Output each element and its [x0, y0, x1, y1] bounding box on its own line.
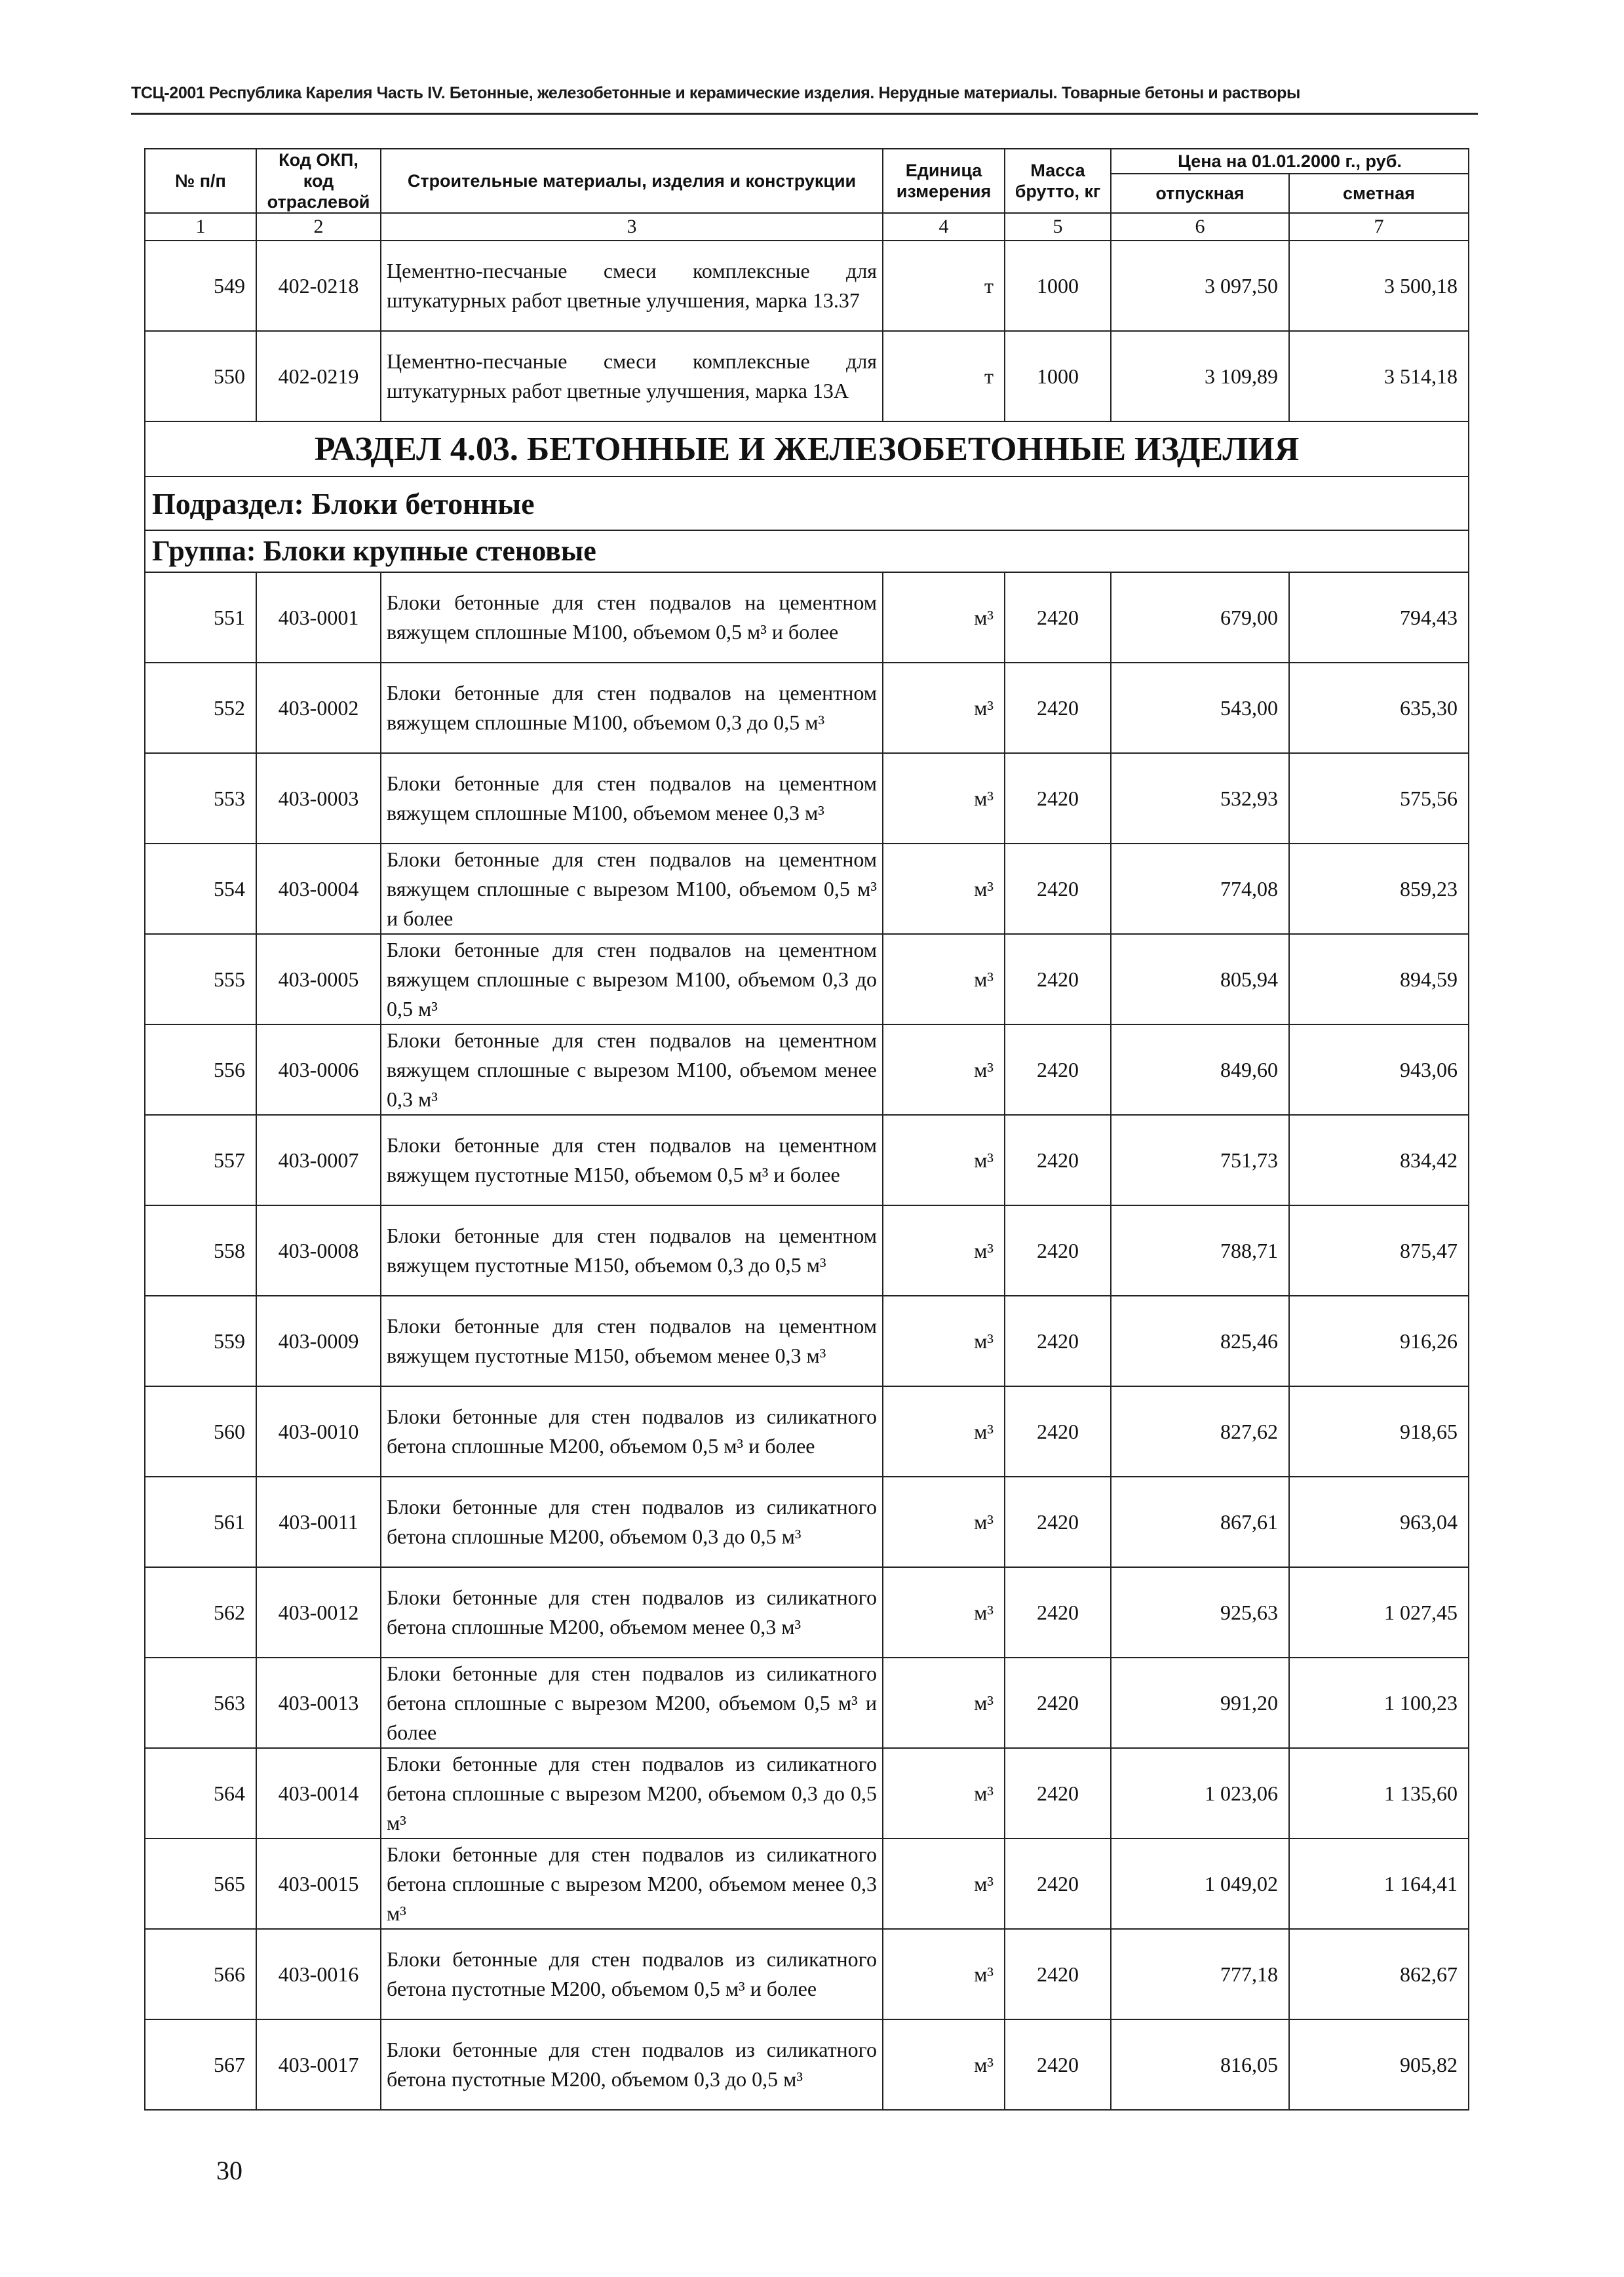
- gross-mass: 2420: [1005, 1658, 1111, 1748]
- gross-mass: 2420: [1005, 1477, 1111, 1567]
- unit-of-measure: м³: [883, 663, 1005, 753]
- table-row: [145, 1296, 1469, 1386]
- price-estimate: 862,67: [1289, 1929, 1469, 2019]
- price-release: 825,46: [1111, 1296, 1289, 1386]
- row-number: 563: [145, 1658, 256, 1748]
- gross-mass: 2420: [1005, 1296, 1111, 1386]
- table-row: [145, 331, 1469, 421]
- gross-mass: 2420: [1005, 1839, 1111, 1929]
- col-header-mass: Масса брутто, кг: [1005, 149, 1111, 213]
- material-description: Блоки бетонные для стен подвалов на цементном вяжущем пустотные М150, объемом 0,3 до 0,5 м³: [381, 1205, 883, 1296]
- price-estimate: 905,82: [1289, 2019, 1469, 2110]
- price-release: 827,62: [1111, 1386, 1289, 1477]
- row-number: 557: [145, 1115, 256, 1205]
- price-release: 543,00: [1111, 663, 1289, 753]
- column-number: 1: [145, 213, 256, 241]
- gross-mass: 2420: [1005, 753, 1111, 844]
- price-estimate: 635,30: [1289, 663, 1469, 753]
- okp-code: 402-0219: [256, 331, 381, 421]
- unit-of-measure: м³: [883, 1386, 1005, 1477]
- table-row: [145, 241, 1469, 331]
- price-estimate: 916,26: [1289, 1296, 1469, 1386]
- column-number: 3: [381, 213, 883, 241]
- price-estimate: 575,56: [1289, 753, 1469, 844]
- gross-mass: 1000: [1005, 241, 1111, 331]
- unit-of-measure: м³: [883, 2019, 1005, 2110]
- material-description: Блоки бетонные для стен подвалов из силикатного бетона сплошные М200, объемом менее 0,3 м³: [381, 1567, 883, 1658]
- price-estimate: 794,43: [1289, 572, 1469, 663]
- price-release: 805,94: [1111, 934, 1289, 1024]
- price-release: 532,93: [1111, 753, 1289, 844]
- unit-of-measure: м³: [883, 1115, 1005, 1205]
- price-estimate: 875,47: [1289, 1205, 1469, 1296]
- column-number: 4: [883, 213, 1005, 241]
- material-description: Блоки бетонные для стен подвалов на цементном вяжущем пустотные М150, объемом менее 0,3 м³: [381, 1296, 883, 1386]
- okp-code: 403-0004: [256, 844, 381, 934]
- material-description: Блоки бетонные для стен подвалов на цементном вяжущем пустотные М150, объемом 0,5 м³ и более: [381, 1115, 883, 1205]
- page-number: 30: [216, 2156, 242, 2185]
- price-estimate: 894,59: [1289, 934, 1469, 1024]
- row-number: 553: [145, 753, 256, 844]
- table-row: [145, 1929, 1469, 2019]
- top-rows: [145, 241, 1469, 421]
- row-number: 564: [145, 1748, 256, 1839]
- row-number: 566: [145, 1929, 256, 2019]
- okp-code: 403-0017: [256, 2019, 381, 2110]
- table-row: [145, 1839, 1469, 1929]
- table-row: [145, 844, 1469, 934]
- table-row: [145, 1115, 1469, 1205]
- okp-code: 403-0006: [256, 1024, 381, 1115]
- row-number: 549: [145, 241, 256, 331]
- row-number: 552: [145, 663, 256, 753]
- price-release: 816,05: [1111, 2019, 1289, 2110]
- unit-of-measure: т: [883, 241, 1005, 331]
- price-table: [144, 148, 1469, 2111]
- table-header: [145, 149, 1469, 241]
- price-estimate: 3 514,18: [1289, 331, 1469, 421]
- row-number: 565: [145, 1839, 256, 1929]
- subsection-title: Подраздел: Блоки бетонные: [145, 477, 1469, 530]
- table-row: [145, 2019, 1469, 2110]
- okp-code: 402-0218: [256, 241, 381, 331]
- col-header-num: № п/п: [145, 149, 256, 213]
- unit-of-measure: м³: [883, 1296, 1005, 1386]
- column-number: 7: [1289, 213, 1469, 241]
- table-row: [145, 1024, 1469, 1115]
- column-number: 6: [1111, 213, 1289, 241]
- okp-code: 403-0012: [256, 1567, 381, 1658]
- gross-mass: 2420: [1005, 2019, 1111, 2110]
- price-release: 774,08: [1111, 844, 1289, 934]
- price-estimate: 1 100,23: [1289, 1658, 1469, 1748]
- material-description: Цементно-песчаные смеси комплексные для штукатурных работ цветные улучшения, марка 13А: [381, 331, 883, 421]
- group-title: Группа: Блоки крупные стеновые: [145, 530, 1469, 572]
- price-release: 1 023,06: [1111, 1748, 1289, 1839]
- price-release: 991,20: [1111, 1658, 1289, 1748]
- row-number: 562: [145, 1567, 256, 1658]
- okp-code: 403-0010: [256, 1386, 381, 1477]
- unit-of-measure: м³: [883, 572, 1005, 663]
- price-estimate: 1 027,45: [1289, 1567, 1469, 1658]
- col-header-unit: Единица измерения: [883, 149, 1005, 213]
- row-number: 550: [145, 331, 256, 421]
- unit-of-measure: м³: [883, 1024, 1005, 1115]
- col-header-code: Код ОКП, код отраслевой: [256, 149, 381, 213]
- gross-mass: 2420: [1005, 1567, 1111, 1658]
- material-description: Блоки бетонные для стен подвалов на цементном вяжущем сплошные М100, объемом 0,3 до 0,5 м³: [381, 663, 883, 753]
- material-description: Блоки бетонные для стен подвалов на цементном вяжущем сплошные М100, объемом менее 0,3 м³: [381, 753, 883, 844]
- unit-of-measure: м³: [883, 1658, 1005, 1748]
- gross-mass: 2420: [1005, 663, 1111, 753]
- material-description: Блоки бетонные для стен подвалов из силикатного бетона сплошные М200, объемом 0,3 до 0,5 м³: [381, 1477, 883, 1567]
- price-release: 3 097,50: [1111, 241, 1289, 331]
- unit-of-measure: м³: [883, 934, 1005, 1024]
- price-estimate: 1 164,41: [1289, 1839, 1469, 1929]
- column-number-row: [145, 213, 1469, 241]
- material-description: Блоки бетонные для стен подвалов из силикатного бетона сплошные М200, объемом 0,5 м³ и более: [381, 1386, 883, 1477]
- table-row: [145, 572, 1469, 663]
- unit-of-measure: м³: [883, 844, 1005, 934]
- running-header: ТСЦ-2001 Республика Карелия Часть IV. Бетонные, железобетонные и керамические изделия. Нерудные материалы. Товарные бетоны и растворы: [131, 84, 1300, 102]
- table-row: [145, 663, 1469, 753]
- row-number: 561: [145, 1477, 256, 1567]
- unit-of-measure: м³: [883, 1748, 1005, 1839]
- material-description: Блоки бетонные для стен подвалов на цементном вяжущем сплошные с вырезом М100, объемом 0,3 до 0,5 м³: [381, 934, 883, 1024]
- unit-of-measure: м³: [883, 1839, 1005, 1929]
- price-estimate: 943,06: [1289, 1024, 1469, 1115]
- col-header-price-estimate: сметная: [1289, 174, 1469, 213]
- gross-mass: 2420: [1005, 1386, 1111, 1477]
- okp-code: 403-0011: [256, 1477, 381, 1567]
- price-release: 849,60: [1111, 1024, 1289, 1115]
- gross-mass: 2420: [1005, 1205, 1111, 1296]
- okp-code: 403-0007: [256, 1115, 381, 1205]
- table-row: [145, 1567, 1469, 1658]
- okp-code: 403-0003: [256, 753, 381, 844]
- price-release: 1 049,02: [1111, 1839, 1289, 1929]
- price-release: 925,63: [1111, 1567, 1289, 1658]
- okp-code: 403-0008: [256, 1205, 381, 1296]
- material-description: Блоки бетонные для стен подвалов из силикатного бетона пустотные М200, объемом 0,5 м³ и более: [381, 1929, 883, 2019]
- material-description: Блоки бетонные для стен подвалов на цементном вяжущем сплошные М100, объемом 0,5 м³ и более: [381, 572, 883, 663]
- row-number: 556: [145, 1024, 256, 1115]
- row-number: 559: [145, 1296, 256, 1386]
- price-release: 3 109,89: [1111, 331, 1289, 421]
- okp-code: 403-0014: [256, 1748, 381, 1839]
- price-release: 867,61: [1111, 1477, 1289, 1567]
- material-description: Блоки бетонные для стен подвалов из силикатного бетона сплошные с вырезом М200, объемом 0,3 до 0,5 м³: [381, 1748, 883, 1839]
- material-description: Блоки бетонные для стен подвалов из силикатного бетона сплошные с вырезом М200, объемом менее 0,3 м³: [381, 1839, 883, 1929]
- table-row: [145, 1205, 1469, 1296]
- section-title: РАЗДЕЛ 4.03. БЕТОННЫЕ И ЖЕЛЕЗОБЕТОННЫЕ ИЗДЕЛИЯ: [145, 421, 1469, 477]
- gross-mass: 2420: [1005, 934, 1111, 1024]
- price-release: 777,18: [1111, 1929, 1289, 2019]
- price-estimate: 918,65: [1289, 1386, 1469, 1477]
- gross-mass: 2420: [1005, 1115, 1111, 1205]
- col-header-price-release: отпускная: [1111, 174, 1289, 213]
- col-header-price-group: Цена на 01.01.2000 г., руб.: [1111, 149, 1469, 174]
- table-row: [145, 1748, 1469, 1839]
- gross-mass: 2420: [1005, 572, 1111, 663]
- price-release: 788,71: [1111, 1205, 1289, 1296]
- section-headings: [145, 421, 1469, 572]
- okp-code: 403-0009: [256, 1296, 381, 1386]
- table-row: [145, 1658, 1469, 1748]
- okp-code: 403-0005: [256, 934, 381, 1024]
- price-estimate: 1 135,60: [1289, 1748, 1469, 1839]
- unit-of-measure: м³: [883, 1929, 1005, 2019]
- price-estimate: 859,23: [1289, 844, 1469, 934]
- okp-code: 403-0013: [256, 1658, 381, 1748]
- material-description: Блоки бетонные для стен подвалов из силикатного бетона сплошные с вырезом М200, объемом 0,5 м³ и более: [381, 1658, 883, 1748]
- gross-mass: 2420: [1005, 844, 1111, 934]
- unit-of-measure: м³: [883, 753, 1005, 844]
- gross-mass: 2420: [1005, 1748, 1111, 1839]
- header-rule: [131, 113, 1478, 115]
- column-number: 2: [256, 213, 381, 241]
- okp-code: 403-0002: [256, 663, 381, 753]
- table-row: [145, 934, 1469, 1024]
- price-release: 679,00: [1111, 572, 1289, 663]
- material-description: Блоки бетонные для стен подвалов на цементном вяжущем сплошные с вырезом М100, объемом 0,5 м³ и более: [381, 844, 883, 934]
- price-estimate: 834,42: [1289, 1115, 1469, 1205]
- price-estimate: 963,04: [1289, 1477, 1469, 1567]
- unit-of-measure: м³: [883, 1567, 1005, 1658]
- gross-mass: 2420: [1005, 1024, 1111, 1115]
- table-row: [145, 1386, 1469, 1477]
- row-number: 567: [145, 2019, 256, 2110]
- material-description: Цементно-песчаные смеси комплексные для штукатурных работ цветные улучшения, марка 13.37: [381, 241, 883, 331]
- row-number: 560: [145, 1386, 256, 1477]
- okp-code: 403-0001: [256, 572, 381, 663]
- table-row: [145, 1477, 1469, 1567]
- material-description: Блоки бетонные для стен подвалов на цементном вяжущем сплошные с вырезом М100, объемом менее 0,3 м³: [381, 1024, 883, 1115]
- group-rows: [145, 572, 1469, 2110]
- row-number: 558: [145, 1205, 256, 1296]
- row-number: 551: [145, 572, 256, 663]
- unit-of-measure: т: [883, 331, 1005, 421]
- gross-mass: 2420: [1005, 1929, 1111, 2019]
- row-number: 555: [145, 934, 256, 1024]
- col-header-name: Строительные материалы, изделия и конструкции: [381, 149, 883, 213]
- okp-code: 403-0016: [256, 1929, 381, 2019]
- okp-code: 403-0015: [256, 1839, 381, 1929]
- price-estimate: 3 500,18: [1289, 241, 1469, 331]
- unit-of-measure: м³: [883, 1205, 1005, 1296]
- price-release: 751,73: [1111, 1115, 1289, 1205]
- unit-of-measure: м³: [883, 1477, 1005, 1567]
- column-number: 5: [1005, 213, 1111, 241]
- material-description: Блоки бетонные для стен подвалов из силикатного бетона пустотные М200, объемом 0,3 до 0,5 м³: [381, 2019, 883, 2110]
- gross-mass: 1000: [1005, 331, 1111, 421]
- row-number: 554: [145, 844, 256, 934]
- table-row: [145, 753, 1469, 844]
